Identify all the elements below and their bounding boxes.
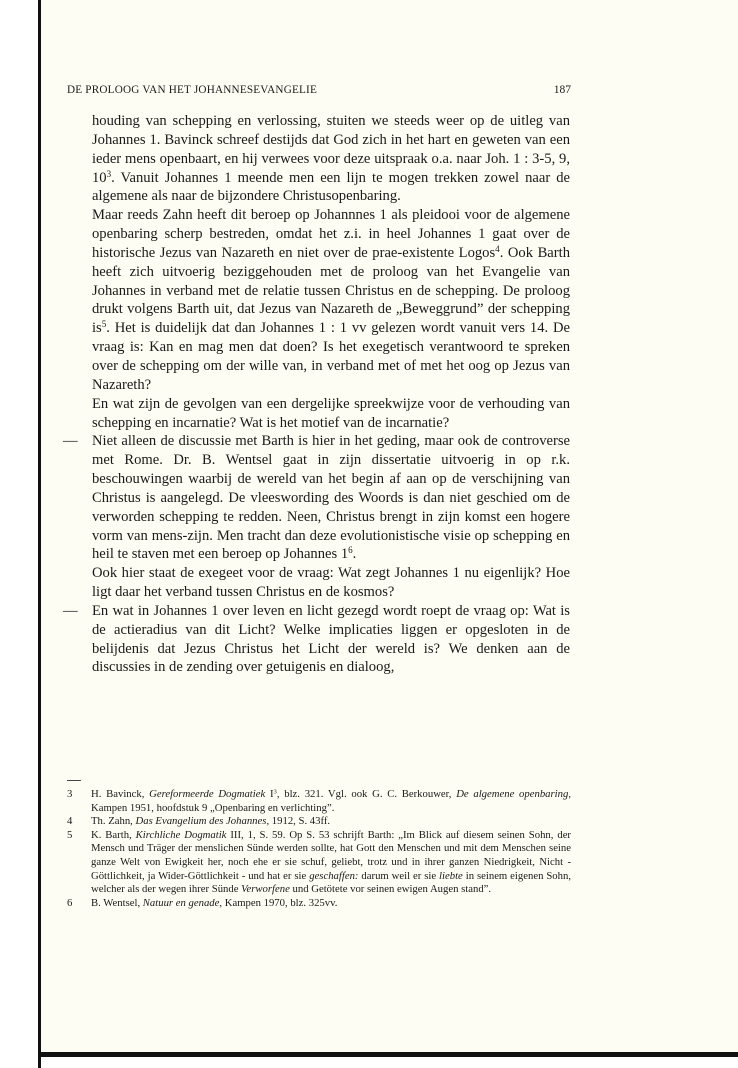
dash-marker: — — [63, 602, 78, 619]
text-run: . — [352, 546, 357, 563]
footnote-text — [91, 815, 571, 829]
text-run: Ook hier staat de exegeet voor de vraag: Wat zegt Johannes 1 nu eigenlijk? Hoe ligt daar het verband tussen Christus en de kosmos? — [92, 565, 570, 601]
text-run: H. Bavinck, — [91, 788, 150, 800]
footnote-reference: 5 — [101, 319, 107, 330]
footnote — [67, 788, 571, 815]
text-run: darum weil er sie — [358, 869, 440, 882]
footnote-text — [91, 829, 571, 897]
footnote-reference: 3 — [273, 788, 277, 796]
text-run: Niet alleen de discussie met Barth is hier in het geding, maar ook de controverse met Rome. Dr. B. Wentsel gaat in zijn dissertatie uitvoerig in op r.k. beschouwingen waarbij de wereld van het begin af aan op de verschijning van Christus is aangelegd. De vleeswording des Woords is dan niet geschied om de verworden schepping te redden. Neen, Christus brengt in zijn komst een hogere vorm van mens-zijn. Men tracht dan deze evolutionistische visie op schepping en heil te staven met een beroep op Johannes 1 — [92, 433, 570, 563]
italic-text: Natuur en genade — [142, 896, 220, 909]
text-run: . Het is duidelijk dat dan Johannes 1 : 1 vv gelezen wordt vanuit vers 14. De vraag is: Kan en mag men dat doen? Is het exegetisch verantwoord te spreken over de schepping om der wille van, in verband met of met het oog op Jezus van Nazareth? — [92, 320, 570, 393]
text-run: B. Wentsel, — [91, 896, 143, 909]
italic-text: Das Evangelium des Johannes — [135, 815, 267, 828]
italic-text: Gereformeerde Dogmatiek — [149, 788, 266, 800]
italic-text: liebte — [439, 869, 463, 882]
text-run: , 1912, S. 43ff. — [266, 815, 331, 828]
footnote — [67, 897, 571, 911]
italic-text: Kirchliche Dogmatik — [135, 828, 227, 841]
footnote-text — [91, 897, 571, 911]
body-text — [63, 112, 570, 677]
footnote-number: 6 — [67, 896, 73, 909]
dash-marker: — — [63, 433, 78, 450]
footnote-number: 5 — [67, 828, 73, 841]
paragraph — [63, 602, 570, 677]
paragraph — [92, 564, 570, 602]
text-run: I — [265, 788, 274, 800]
text-run: , Kampen 1951, hoofdstuk 9 „Openbaring en verlichting”. — [91, 788, 571, 814]
text-run: , blz. 321. Vgl. ook G. C. Berkouwer, — [276, 788, 457, 800]
text-run: . Vanuit Johannes 1 meende men een lijn te mogen trekken zowel naar de algemene als naar de bijzondere Christusopenbaring. — [92, 169, 570, 205]
footnote-reference: 6 — [348, 545, 353, 556]
footnote-text — [91, 788, 571, 815]
page-number: 187 — [553, 84, 571, 96]
scan-border-bottom — [38, 1052, 738, 1057]
paragraph — [92, 395, 570, 433]
text-run: , Kampen 1970, blz. 325vv. — [219, 896, 338, 909]
text-run: En wat zijn de gevolgen van een dergelijke spreekwijze voor de verhouding van schepping en incarnatie? Wat is het motief van de incarnatie? — [92, 395, 570, 431]
italic-text: geschaffen: — [309, 869, 359, 882]
footnote-number: 3 — [67, 788, 73, 800]
text-run: houding van schepping en verlossing, stuiten we steeds weer op de uitleg van Johannes 1. Bavinck schreef destijds dat God zich in het hart en geweten van een ieder mens openbaart, en hij verwees voor deze uitspraak o.a. naar Joh. 1 : 3-5, 9, 10 — [92, 113, 570, 186]
paragraph — [92, 206, 570, 394]
text-run: . Ook Barth heeft zich uitvoerig beziggehouden met de proloog van het Evangelie van Johannes in verband met de relatie tussen Christus en de schepping. De proloog drukt volgens Barth uit, dat Jezus van Nazareth de „Beweggrund” der schepping is — [92, 244, 570, 337]
text-run: und Getötete vor seinen ewigen Augen stand”. — [289, 883, 492, 896]
running-head — [67, 84, 571, 100]
italic-text: De algemene openbaring — [456, 788, 569, 800]
text-run: K. Barth, — [91, 828, 136, 841]
italic-text: Verworfene — [241, 883, 290, 896]
footnote-rule — [67, 780, 81, 781]
footnote — [67, 829, 571, 897]
text-run: En wat in Johannes 1 over leven en licht gezegd wordt roept de vraag op: Wat is de actieradius van dit Licht? Welke implicaties liggen er opgesloten in de belijdenis dat Jezus Christus het Licht der wereld is? We denken aan de discussies in de zending over getuigenis en dialoog, — [92, 602, 570, 676]
footnotes — [67, 788, 571, 910]
text-run: in seinem eigenen Sohn, welcher als der wegen ihrer Sünde — [91, 869, 571, 896]
text-run: Maar reeds Zahn heeft dit beroep op Johannnes 1 als pleidooi voor de algemene openbaring scherp bestreden, omdat het z.i. in heel Johannes 1 gaat over de historische Jezus van Nazareth en niet over de prae-existente Logos — [92, 207, 570, 261]
paragraph — [63, 432, 570, 564]
footnote-number: 4 — [67, 815, 73, 828]
footnote-reference: 3 — [106, 168, 112, 179]
paragraph — [92, 112, 570, 206]
text-run: Th. Zahn, — [91, 815, 136, 828]
running-head-title: DE PROLOOG VAN HET JOHANNESEVANGELIE — [67, 84, 318, 96]
text-run: III, 1, S. 59. Op S. 53 schrijft Barth: „Im Blick auf diesem seinen Sohn, der Mensch und Träger der menslichen Sünde werden sollte, hat Gott den Menschen und mit dem Menschen seine ganze Welt von Ewigkeit her, noch ehe er sie schuf, geliebt, trotz und in ihrer ganzen Niedrigkeit, Nicht - Göttlichkeit, ja Wider-Göttlichkeit - und hat er sie — [91, 828, 571, 882]
footnote-reference: 4 — [495, 243, 500, 254]
footnote — [67, 815, 571, 829]
